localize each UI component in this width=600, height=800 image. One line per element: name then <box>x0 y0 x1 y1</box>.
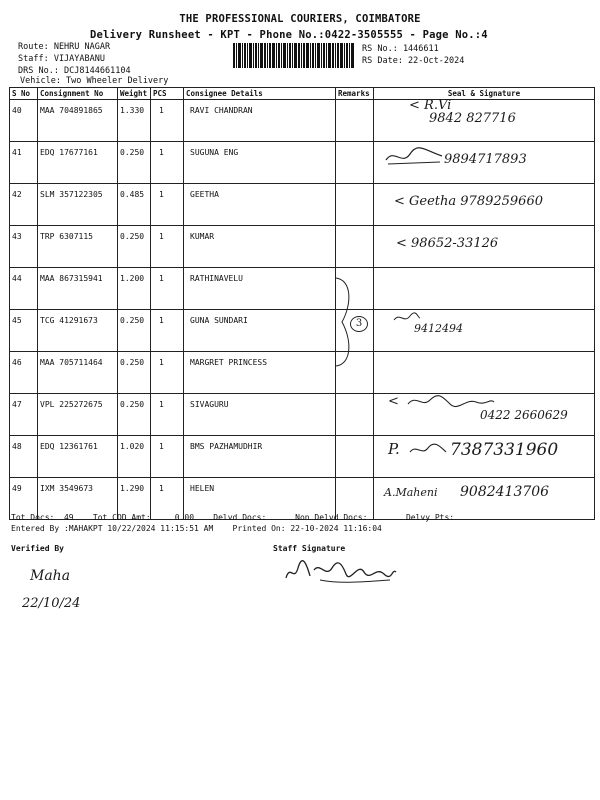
handwritten-phone: 0422 2660629 <box>480 408 568 422</box>
consignee-cell: GUNA SUNDARI <box>184 310 336 352</box>
consignee-cell: RAVI CHANDRAN <box>184 100 336 142</box>
rs-number: RS No.: 1446611 <box>362 44 439 54</box>
table-header-row <box>10 88 595 100</box>
sno-cell: 48 <box>10 436 38 478</box>
table-row <box>10 394 595 436</box>
sno-cell: 45 <box>10 310 38 352</box>
consignment-cell: EDQ 17677161 <box>38 142 118 184</box>
consignment-cell: IXM 3549673 <box>38 478 118 520</box>
signature-cell <box>374 184 595 226</box>
consignment-cell: SLM 357122305 <box>38 184 118 226</box>
signature-cell <box>374 268 595 310</box>
pcs-cell: 1 <box>151 142 184 184</box>
weight-cell: 0.250 <box>118 310 151 352</box>
pcs-cell: 1 <box>151 100 184 142</box>
remarks-cell <box>336 184 374 226</box>
handwritten-phone: 9894717893 <box>444 152 527 167</box>
signature-cell <box>355 310 595 352</box>
entered-by-line: Entered By :MAHAKPT 10/22/2024 11:15:51 AM Printed On: 22-10-2024 11:16:04 <box>11 524 382 533</box>
sno-cell: 43 <box>10 226 38 268</box>
weight-cell: 0.250 <box>118 352 151 394</box>
consignee-cell: BMS PAZHAMUDHIR <box>184 436 336 478</box>
consignment-cell: MAA 704891865 <box>38 100 118 142</box>
staff-signature-label: Staff Signature <box>273 544 346 553</box>
handwritten-signature: A.Maheni <box>384 486 438 499</box>
consignment-cell: VPL 225272675 <box>38 394 118 436</box>
table-row <box>10 352 595 394</box>
staff-signature-image <box>280 558 400 588</box>
consignee-cell: SUGUNA ENG <box>184 142 336 184</box>
sno-cell: 44 <box>10 268 38 310</box>
handwritten-phone: 7387331960 <box>450 440 559 460</box>
pcs-cell: 1 <box>151 394 184 436</box>
pcs-cell: 1 <box>151 268 184 310</box>
pcs-cell: 1 <box>151 478 184 520</box>
table-row <box>10 310 595 352</box>
remarks-cell <box>336 100 374 142</box>
weight-cell: 1.200 <box>118 268 151 310</box>
signature-cell <box>374 394 595 436</box>
signature-cell <box>374 436 595 478</box>
sno-cell: 41 <box>10 142 38 184</box>
consignee-cell: HELEN <box>184 478 336 520</box>
handwritten-signature: < R.Vi <box>409 98 452 113</box>
signature-cell <box>374 100 595 142</box>
verified-signature: Maha <box>30 568 71 584</box>
sno-cell: 47 <box>10 394 38 436</box>
col-sno: S No <box>10 88 38 100</box>
weight-cell: 0.250 <box>118 142 151 184</box>
col-remarks: Remarks <box>336 88 374 100</box>
sno-cell: 40 <box>10 100 38 142</box>
verified-by-label: Verified By <box>11 544 64 553</box>
sno-cell: 42 <box>10 184 38 226</box>
consignment-cell: MAA 705711464 <box>38 352 118 394</box>
table-row <box>10 100 595 142</box>
col-weight: Weight <box>118 88 151 100</box>
pcs-cell: 1 <box>151 352 184 394</box>
col-consignment: Consignment No <box>38 88 118 100</box>
consignee-cell: SIVAGURU <box>184 394 336 436</box>
vehicle-label: Vehicle: Two Wheeler Delivery <box>20 76 169 86</box>
weight-cell: 0.250 <box>118 226 151 268</box>
consignee-cell: KUMAR <box>184 226 336 268</box>
weight-cell: 1.290 <box>118 478 151 520</box>
weight-cell: 0.250 <box>118 394 151 436</box>
weight-cell: 0.485 <box>118 184 151 226</box>
totals-line: Tot Docs: 49 Tot COD Amt: 0.00 Delvd Docs: Non Delvd Docs: Delvy Pts: <box>11 513 455 522</box>
weight-cell: 1.330 <box>118 100 151 142</box>
col-pcs: PCS <box>151 88 184 100</box>
route-label: Route: NEHRU NAGAR <box>18 42 111 52</box>
handwritten-signature: < Geetha 9789259660 <box>394 194 543 209</box>
signature-scribble <box>408 442 448 458</box>
remarks-cell <box>336 226 374 268</box>
consignment-cell: EDQ 12361761 <box>38 436 118 478</box>
handwritten-phone: 9842 827716 <box>429 111 516 126</box>
sno-cell: 49 <box>10 478 38 520</box>
pcs-cell: 1 <box>151 184 184 226</box>
handwritten-signature: P. <box>388 440 400 458</box>
weight-cell: 1.020 <box>118 436 151 478</box>
consignment-cell: TRP 6307115 <box>38 226 118 268</box>
signature-cell <box>374 226 595 268</box>
table-row <box>10 226 595 268</box>
table-row <box>10 268 595 310</box>
pcs-cell: 1 <box>151 226 184 268</box>
handwritten-signature: < 98652-33126 <box>396 236 499 251</box>
table-row <box>10 142 595 184</box>
rs-date: RS Date: 22-Oct-2024 <box>362 56 465 66</box>
barcode-image <box>233 43 355 68</box>
sno-cell: 46 <box>10 352 38 394</box>
verified-date: 22/10/24 <box>22 596 81 611</box>
pcs-cell: 1 <box>151 436 184 478</box>
handwritten-phone: 9412494 <box>414 322 463 335</box>
table-row <box>10 184 595 226</box>
consignment-cell: TCG 41291673 <box>38 310 118 352</box>
signature-cell <box>374 352 595 394</box>
signature-scribble <box>384 146 444 168</box>
col-consignee: Consignee Details <box>184 88 336 100</box>
table-row <box>10 436 595 478</box>
remarks-cell <box>336 142 374 184</box>
consignee-cell: GEETHA <box>184 184 336 226</box>
runsheet-table <box>9 87 595 520</box>
remarks-cell <box>336 436 374 478</box>
handwritten-signature: < <box>388 394 399 409</box>
consignee-cell: MARGRET PRINCESS <box>184 352 336 394</box>
staff-label: Staff: VIJAYABANU <box>18 54 105 64</box>
drs-label: DRS No.: DCJ8144661104 <box>18 66 131 76</box>
circled-number: 3 <box>350 316 368 332</box>
pcs-cell: 1 <box>151 310 184 352</box>
remarks-cell <box>336 394 374 436</box>
runsheet-subtitle: Delivery Runsheet - KPT - Phone No.:0422-3505555 - Page No.:4 <box>90 29 488 41</box>
col-signature: Seal & Signature <box>374 88 595 100</box>
handwritten-phone: 9082413706 <box>460 484 550 500</box>
signature-cell <box>374 142 595 184</box>
consignment-cell: MAA 867315941 <box>38 268 118 310</box>
company-title: THE PROFESSIONAL COURIERS, COIMBATORE <box>179 13 421 25</box>
consignee-cell: RATHINAVELU <box>184 268 336 310</box>
